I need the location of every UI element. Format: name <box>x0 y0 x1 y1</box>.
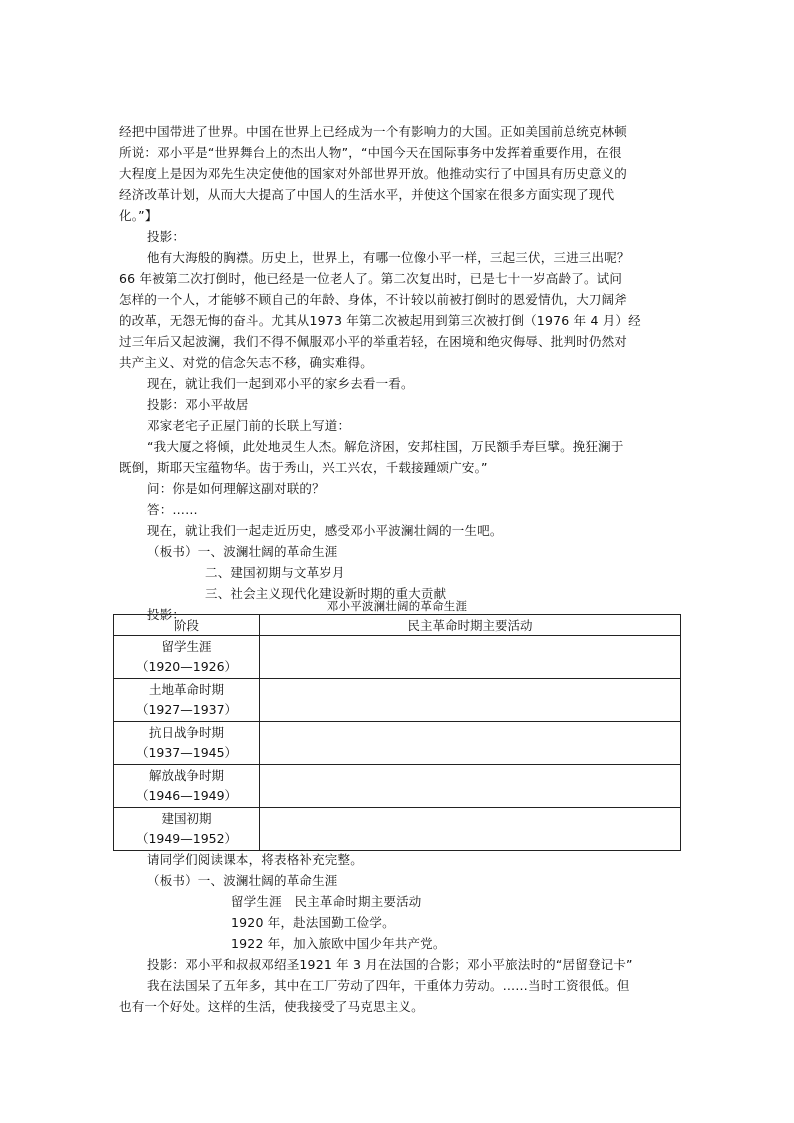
paragraph-line: 化。”】 <box>119 208 158 223</box>
projection-label: 投影：邓小平故居 <box>147 397 249 412</box>
stage-cell <box>114 722 260 765</box>
activity-cell <box>260 765 681 808</box>
revolution-table <box>113 614 681 851</box>
board-line: 留学生涯 民主革命时期主要活动 <box>231 894 422 909</box>
table-caption: 邓小平波澜壮阔的革命生涯 <box>326 599 468 613</box>
paragraph-line: 共产主义、对党的信念矢志不移，确实难得。 <box>119 355 374 370</box>
table-header-row <box>114 615 681 636</box>
couplet-line: 既倒，斯耶天宝蕴物华。齿于秀山，兴工兴农，千载接踵颂广安。” <box>119 460 488 475</box>
header-stage: 阶段 <box>114 615 260 636</box>
paragraph-line: 经济改革计划，从而大大提高了中国人的生活水平，并使这个国家在很多方面实现了现代 <box>119 187 615 202</box>
couplet-line: “我大厦之将倾，此处地灵生人杰。解危济困，安邦柱国，万民额手寿巨擘。挽狂澜于 <box>147 439 624 454</box>
board-line: （板书）一、波澜壮阔的革命生涯 <box>147 873 338 888</box>
paragraph-line: 过三年后又起波澜，我们不得不佩服邓小平的举重若轻，在困境和绝灾侮辱、批判时仍然对 <box>119 334 628 349</box>
paragraph-line: 经把中国带进了世界。中国在世界上已经成为一个有影响力的大国。正如美国前总统克林顿 <box>119 124 628 139</box>
paragraph-line: 怎样的一个人，才能够不顾自己的年龄、身体，不计较以前被打倒时的恩爱情仇，大刀阔斧 <box>119 292 628 307</box>
stage-name: 留学生涯 <box>161 639 212 654</box>
stage-years: （1949—1952） <box>135 831 238 846</box>
stage-cell <box>114 808 260 851</box>
paragraph-line: 所说：邓小平是“世界舞台上的杰出人物”，“中国今天在国际事务中发挥着重要作用，在很 <box>119 145 622 160</box>
projection-label: 投影： <box>147 607 186 622</box>
board-line: （板书）一、波澜壮阔的革命生涯 <box>147 544 338 559</box>
projection-label: 投影： <box>147 229 186 244</box>
stage-cell <box>114 679 260 722</box>
table-row <box>114 679 681 722</box>
header-activities: 民主革命时期主要活动 <box>260 615 681 636</box>
table-row <box>114 765 681 808</box>
question-line: 问：你是如何理解这副对联的？ <box>147 481 325 496</box>
stage-name: 解放战争时期 <box>148 768 224 783</box>
board-line: 1922 年，加入旅欧中国少年共产党。 <box>231 936 446 951</box>
board-line: 二、建国初期与文革岁月 <box>205 565 345 580</box>
text-line: 请同学们阅读课本，将表格补充完整。 <box>147 852 363 867</box>
text-line: 邓家老宅子正屋门前的长联上写道： <box>147 418 351 433</box>
text-line: 现在，就让我们一起走近历史，感受邓小平波澜壮阔的一生吧。 <box>147 523 503 538</box>
stage-name: 土地革命时期 <box>148 682 224 697</box>
stage-cell <box>114 765 260 808</box>
projection-label: 投影：邓小平和叔叔邓绍圣1921 年 3 月在法国的合影；邓小平旅法时的“居留登记卡” <box>147 957 633 972</box>
board-line: 三、社会主义现代化建设新时期的重大贡献 <box>205 586 447 601</box>
stage-years: （1927—1937） <box>135 702 238 717</box>
board-line: 1920 年，赴法国勤工俭学。 <box>231 915 395 930</box>
table-row <box>114 636 681 679</box>
stage-years: （1946—1949） <box>135 788 238 803</box>
table-row <box>114 722 681 765</box>
paragraph-line: 大程度上是因为邓先生决定使他的国家对外部世界开放。他推动实行了中国具有历史意义的 <box>119 166 628 181</box>
stage-years: （1937—1945） <box>135 745 238 760</box>
stage-name: 抗日战争时期 <box>148 725 224 740</box>
activity-cell <box>260 808 681 851</box>
activity-cell <box>260 722 681 765</box>
paragraph-line: 的改革，无怨无悔的奋斗。尤其从1973 年第二次被起用到第三次被打倒（1976 年 4 月）经 <box>119 313 641 328</box>
text-line: 现在，就让我们一起到邓小平的家乡去看一看。 <box>147 376 414 391</box>
stage-cell <box>114 636 260 679</box>
activity-cell <box>260 636 681 679</box>
stage-name: 建国初期 <box>161 811 212 826</box>
paragraph-line: 我在法国呆了五年多，其中在工厂劳动了四年，干重体力劳动。……当时工资很低。但 <box>147 978 630 993</box>
activity-cell <box>260 679 681 722</box>
paragraph-line: 66 年被第二次打倒时，他已经是一位老人了。第二次复出时，已是七十一岁高龄了。试问 <box>119 271 623 286</box>
paragraph-line: 也有一个好处。这样的生活，使我接受了马克思主义。 <box>119 999 424 1014</box>
answer-line: 答：…… <box>147 502 198 517</box>
paragraph-line: 他有大海般的胸襟。历史上，世界上，有哪一位像小平一样，三起三伏，三进三出呢？ <box>147 250 630 265</box>
stage-years: （1920—1926） <box>135 659 238 674</box>
table-row <box>114 808 681 851</box>
